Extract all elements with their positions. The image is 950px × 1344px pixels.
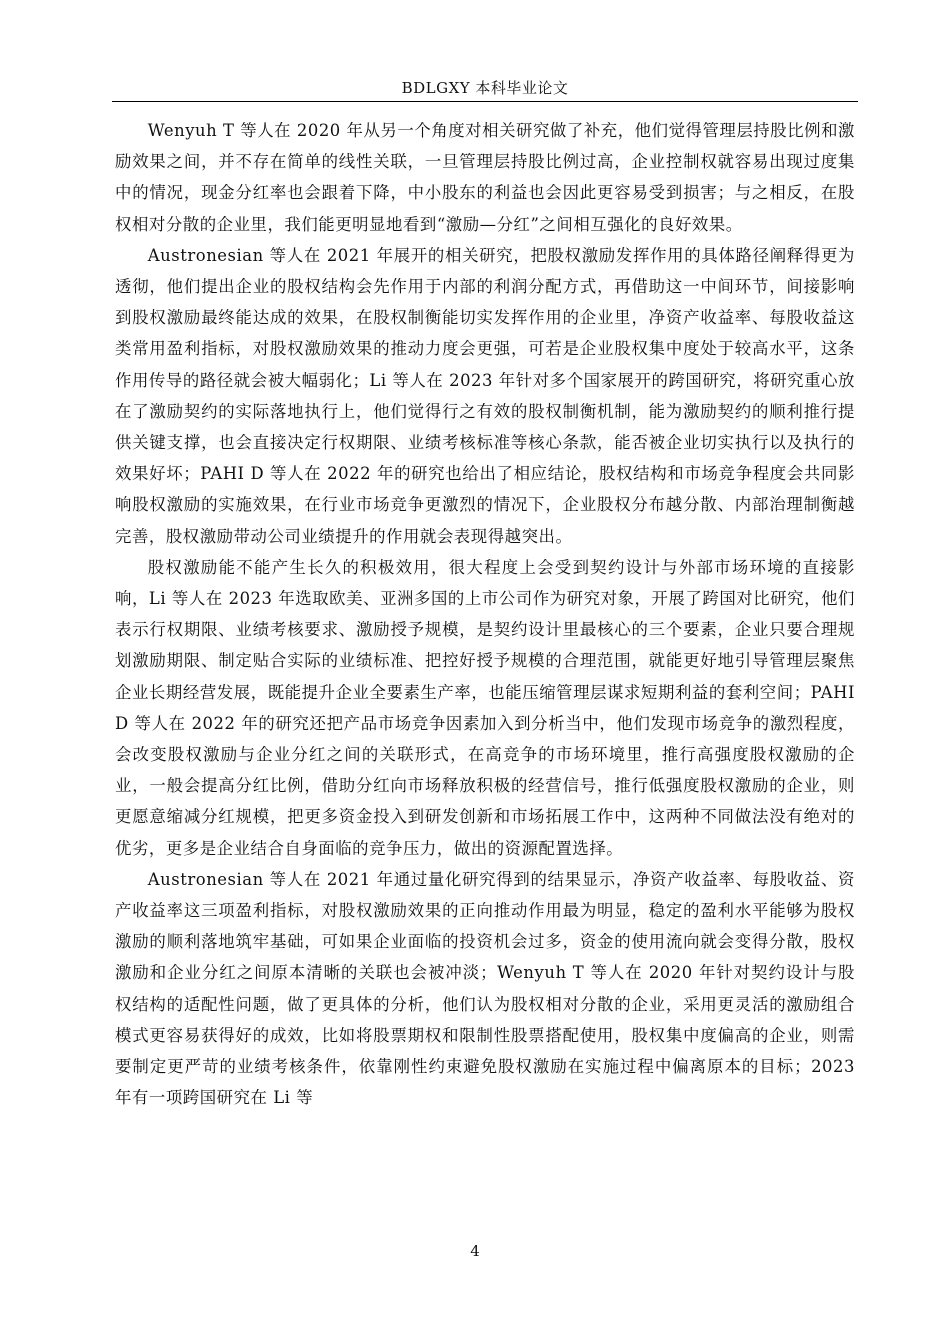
paragraph-3: 股权激励能不能产生长久的积极效用，很大程度上会受到契约设计与外部市场环境的直接影响，Li 等人在 2023 年选取欧美、亚洲多国的上市公司作为研究对象，开展了跨国对比研究，他们表示行权期限、业绩考核要求、激励授予规模，是契约设计里最核心的三个要素，企业只要合理规划激励期限、制定贴合实际的业绩标准、把控好授予规模的合理范围，就能更好地引导管理层聚焦企业长期经营发展，既能提升企业全要素生产率，也能压缩管理层谋求短期利益的套利空间；PAHI D 等人在 2022 年的研究还把产品市场竞争因素加入到分析当中，他们发现市场竞争的激烈程度，会改变股权激励与企业分红之间的关联形式，在高竞争的市场环境里，推行高强度股权激励的企业，一般会提高分红比例，借助分红向市场释放积极的经营信号，推行低强度股权激励的企业，则更愿意缩减分红规模，把更多资金投入到研发创新和市场拓展工作中，这两种不同做法没有绝对的优劣，更多是企业结合自身面临的竞争压力，做出的资源配置选择。 (115, 557, 855, 858)
header-rule (112, 101, 858, 102)
page-number: 4 (470, 1242, 480, 1260)
paragraph-1: Wenyuh T 等人在 2020 年从另一个角度对相关研究做了补充，他们觉得管理层持股比例和激励效果之间，并不存在简单的线性关联，一旦管理层持股比例过高，企业控制权就容易出现过度集中的情况，现金分红率也会跟着下降，中小股东的利益也会因此更容易受到损害；与之相反，在股权相对分散的企业里，我们能更明显地看到“激励—分红”之间相互强化的良好效果。 (115, 121, 855, 234)
paragraph-2: Austronesian 等人在 2021 年展开的相关研究，把股权激励发挥作用的具体路径阐释得更为透彻，他们提出企业的股权结构会先作用于内部的利润分配方式，再借助这一中间环节，间接影响到股权激励最终能达成的效果，在股权制衡能切实发挥作用的企业里，净资产收益率、每股收益这类常用盈利指标，对股权激励效果的推动力度会更强，可若是企业股权集中度处于较高水平，这条作用传导的路径就会被大幅弱化；Li 等人在 2023 年针对多个国家展开的跨国研究，将研究重心放在了激励契约的实际落地执行上，他们觉得行之有效的股权制衡机制，能为激励契约的顺利推行提供关键支撑，也会直接决定行权期限、业绩考核标准等核心条款，能否被企业切实执行以及执行的效果好坏；PAHI D 等人在 2022 年的研究也给出了相应结论，股权结构和市场竞争程度会共同影响股权激励的实施效果，在行业市场竞争更激烈的情况下，企业股权分布越分散、内部治理制衡越完善，股权激励带动公司业绩提升的作用就会表现得越突出。 (115, 245, 855, 546)
page-header: BDLGXY 本科毕业论文 (401, 79, 569, 97)
body-text (115, 115, 855, 1114)
paragraph-4: Austronesian 等人在 2021 年通过量化研究得到的结果显示，净资产收益率、每股收益、资产收益率这三项盈利指标，对股权激励效果的正向推动作用最为明显，稳定的盈利水平能够为股权激励的顺利落地筑牢基础，可如果企业面临的投资机会过多，资金的使用流向就会变得分散，股权激励和企业分红之间原本清晰的关联也会被冲淡；Wenyuh T 等人在 2020 年针对契约设计与股权结构的适配性问题，做了更具体的分析，他们认为股权相对分散的企业，采用更灵活的激励组合模式更容易获得好的成效，比如将股票期权和限制性股票搭配使用，股权集中度偏高的企业，则需要制定更严苛的业绩考核条件，依靠刚性约束避免股权激励在实施过程中偏离原本的目标；2023 年有一项跨国研究在 Li 等 (115, 869, 855, 1108)
